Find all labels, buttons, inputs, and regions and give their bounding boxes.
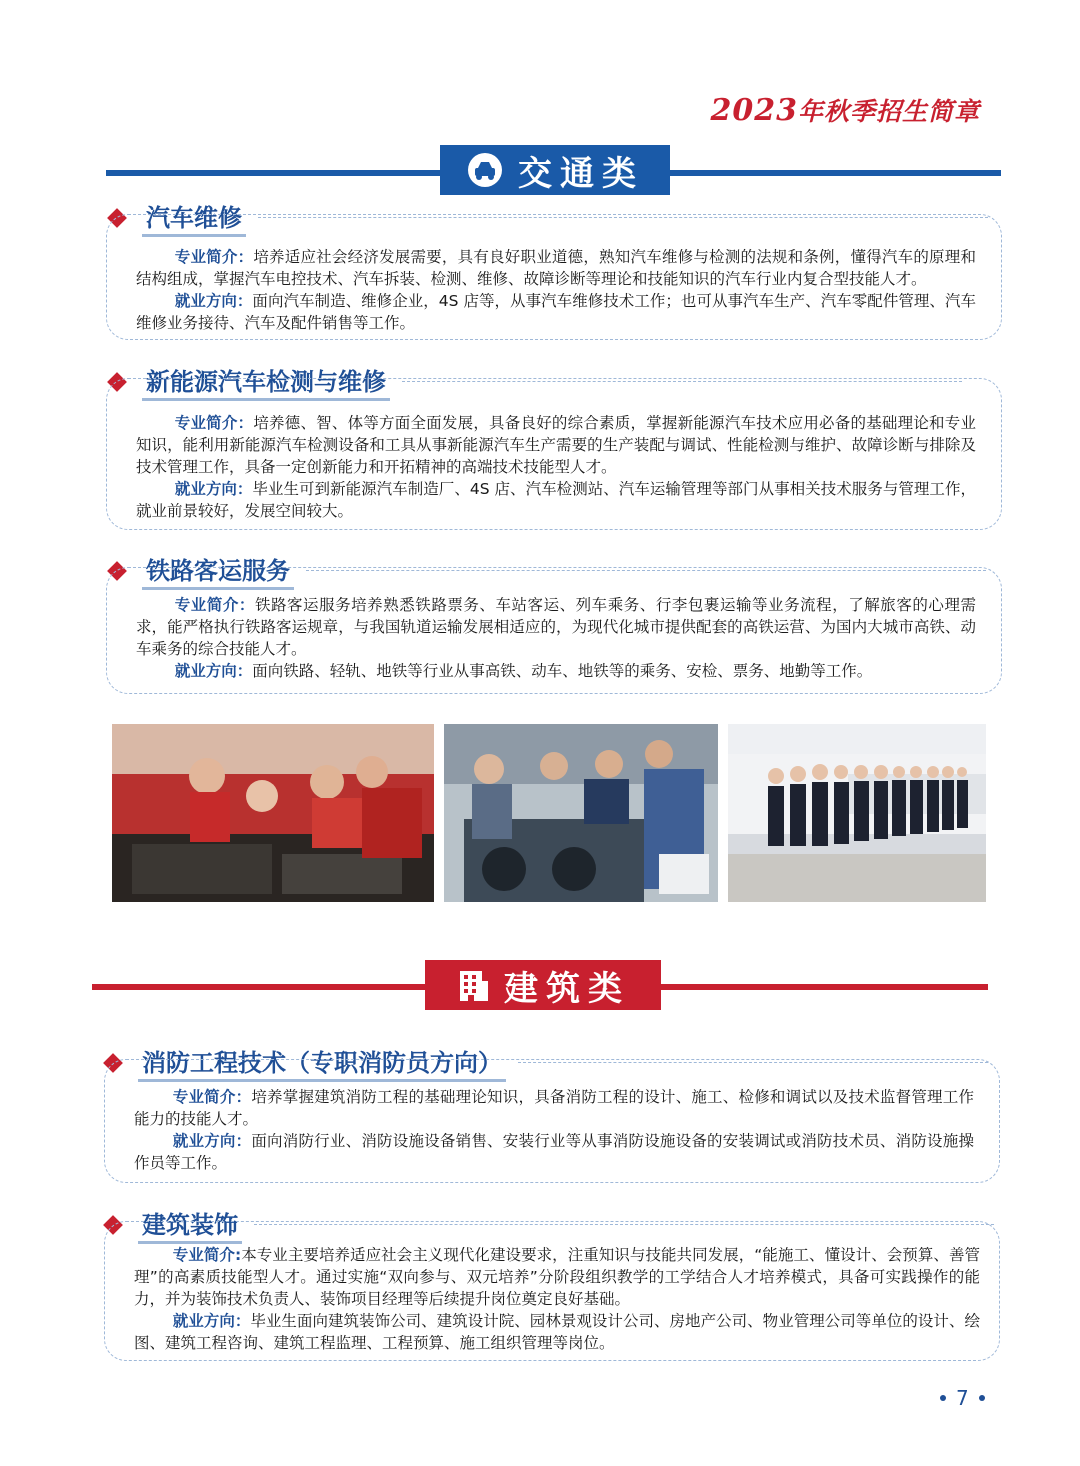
- career-text: 毕业生可到新能源汽车制造厂、4S 店、汽车检测站、汽车运输管理等部门从事相关技术服务与管理工作，就业前景较好，发展空间较大。: [136, 480, 976, 520]
- section-title: 新能源汽车检测与维修: [142, 362, 390, 401]
- building-icon: [456, 967, 490, 1003]
- career-text: 面向消防行业、消防设施设备销售、安装行业等从事消防设施设备的安装调试或消防技术员、消防设施操作员等工作。: [134, 1132, 974, 1172]
- section-title: 铁路客运服务: [142, 551, 294, 590]
- intro-text: 培养德、智、体等方面全面发展，具备良好的综合素质，掌握新能源汽车技术应用必备的基础理论和专业知识，能利用新能源汽车检测设备和工具从事新能源汽车生产需要的生产装配与调试、性能检测与维护、故障诊断与排除及技术管理工作，具备一定创新能力和开拓精神的高端技术技能型人才。: [136, 414, 976, 476]
- career-label: 就业方向：: [172, 1312, 251, 1330]
- major-description: [134, 1086, 974, 1174]
- photo-railway-attendants: [728, 724, 986, 902]
- brochure-year: 2023: [710, 93, 798, 128]
- intro-label: 专业简介：: [172, 1088, 252, 1106]
- career-label: 就业方向：: [174, 292, 253, 310]
- category-banner-transport: [440, 145, 670, 195]
- section-title: 消防工程技术（专职消防员方向）: [138, 1043, 506, 1082]
- intro-label: 专业简介：: [174, 596, 255, 614]
- brochure-title-text: 年秋季招生简章: [797, 97, 980, 126]
- intro-text: 铁路客运服务培养熟悉铁路票务、车站客运、列车乘务、行李包裹运输等业务流程，了解旅客的心理需求，能严格执行铁路客运规章，与我国轨道运输发展相适应的，为现代化城市提供配套的高铁运营、为国内大城市高铁、动车乘务的综合技能人才。: [136, 596, 976, 658]
- category-title-transport: 交通类: [518, 153, 644, 194]
- category-banner-construction: [425, 960, 661, 1010]
- career-text: 毕业生面向建筑装饰公司、建筑设计院、园林景观设计公司、房地产公司、物业管理公司等单位的设计、绘图、建筑工程咨询、建筑工程监理、工程预算、施工组织管理等岗位。: [134, 1312, 980, 1352]
- dot-icon: [940, 1395, 946, 1401]
- photo-car-repair-students: [112, 724, 434, 902]
- intro-label: 专业简介:: [172, 1246, 242, 1264]
- intro-text: 培养适应社会经济发展需要，具有良好职业道德，熟知汽车维修与检测的法规和条例，懂得汽车的原理和结构组成，掌握汽车电控技术、汽车拆装、检测、维修、故障诊断等理论和技能知识的汽车行业内复合型技能人才。: [136, 248, 976, 288]
- section-title: 汽车维修: [142, 198, 246, 237]
- dot-icon: [979, 1395, 985, 1401]
- intro-text: 培养掌握建筑消防工程的基础理论知识，具备消防工程的设计、施工、检修和调试以及技术监督管理工作能力的技能人才。: [134, 1088, 974, 1128]
- major-description: [136, 412, 976, 522]
- major-description: [136, 246, 976, 334]
- intro-label: 专业简介：: [174, 248, 254, 266]
- section-title: 建筑装饰: [138, 1205, 242, 1244]
- car-service-icon: [466, 151, 504, 189]
- major-description: [134, 1244, 980, 1354]
- intro-text: 本专业主要培养适应社会主义现代化建设要求，注重知识与技能共同发展，“能施工、懂设计、会预算、善管理”的高素质技能型人才。通过实施“双向参与、双元培养”分阶段组织教学的工学结合人才培养模式，具备可实践操作的能力，并为装饰技术负责人、装饰项目经理等后续提升岗位奠定良好基础。: [134, 1246, 980, 1308]
- category-title-construction: 建筑类: [504, 968, 630, 1009]
- brochure-title: [710, 92, 980, 128]
- career-label: 就业方向：: [174, 662, 253, 680]
- major-description: [136, 594, 976, 682]
- photo-ev-training-lab: [444, 724, 718, 902]
- career-text: 面向汽车制造、维修企业，4S 店等，从事汽车维修技术工作；也可从事汽车生产、汽车零配件管理、汽车维修业务接待、汽车及配件销售等工作。: [136, 292, 976, 332]
- page-number-value: 7: [956, 1386, 969, 1410]
- intro-label: 专业简介：: [174, 414, 254, 432]
- career-label: 就业方向：: [172, 1132, 252, 1150]
- career-label: 就业方向：: [174, 480, 253, 498]
- career-text: 面向铁路、轻轨、地铁等行业从事高铁、动车、地铁等的乘务、安检、票务、地勤等工作。: [252, 662, 873, 680]
- page-number: [930, 1386, 995, 1410]
